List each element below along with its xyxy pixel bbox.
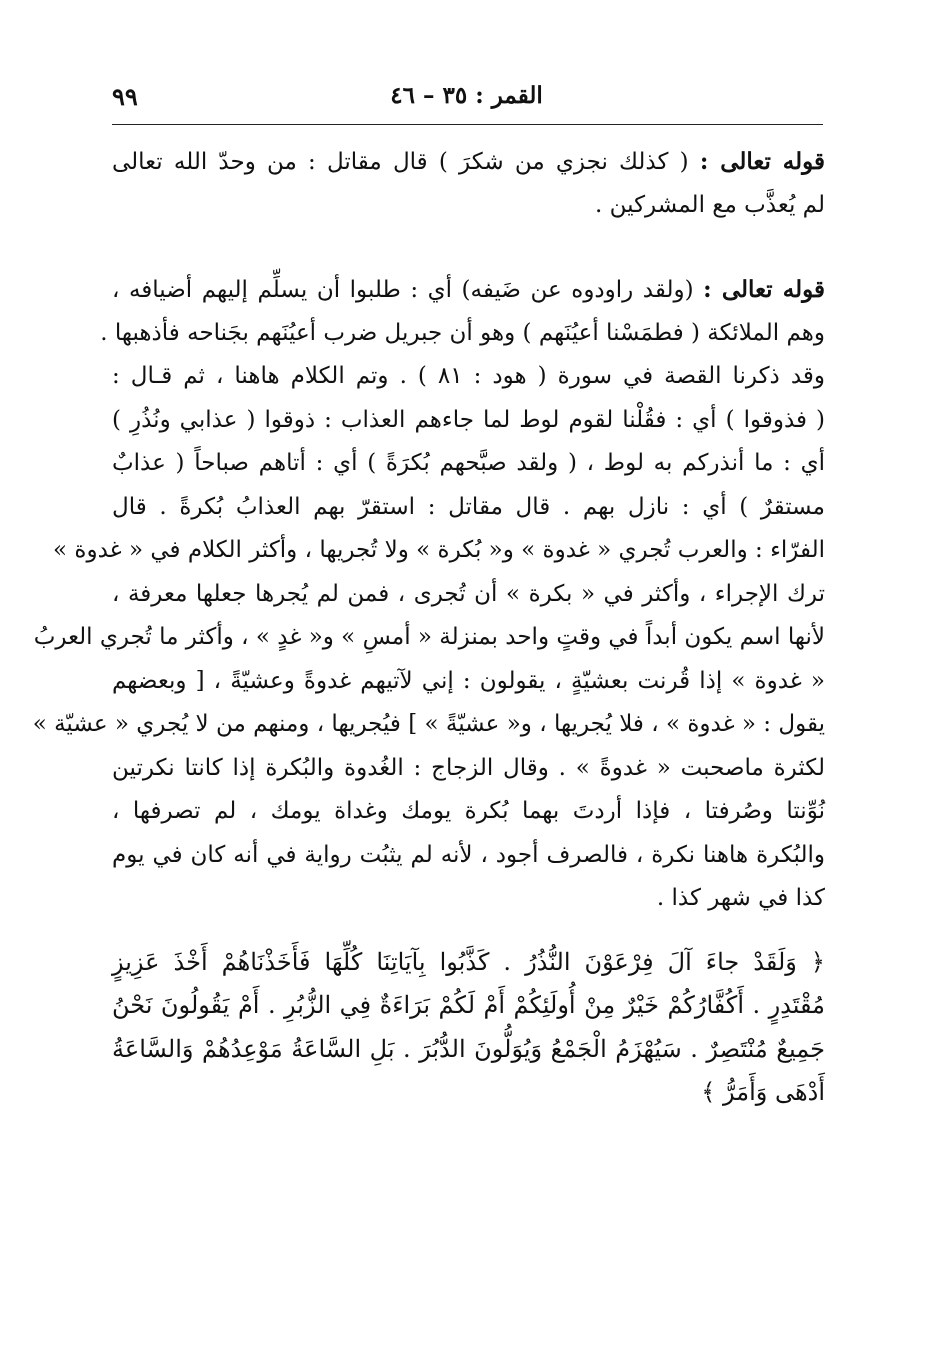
verse-line: أَدْهَى وَأَمَرُّ ﴾ [701,1078,825,1106]
text-line: ترك الإجراء ، وأكثر في « بكرة » أن تُجرى ، فمن لم يُجرها جعلها معرفة ، [112,580,825,607]
text-line: نُوِّنتا وصُرفتا ، فإذا أردتَ بهما بُكرة يومك وغداة يومك ، لم تصرفها ، [112,798,825,824]
page-header [112,82,821,122]
text-line: لكثرة ماصحبت « غدوةً » . وقال الزجاج : الغُدوة والبُكرة إذا كانتا نكرتين [112,754,825,781]
quran-verses [112,941,825,1115]
verse-line: مُقْتَدِرٍ . أَكُفَّارُكُمْ خَيْرٌ مِنْ أُولَئِكُمْ أَمْ لَكُمْ بَرَاءَةٌ فِي الزُّبُرِ . أَمْ يَقُولُونَ نَحْنُ [112,991,825,1019]
text-line: ( فذوقوا ) أي : فقُلْنا لقوم لوط لما جاءهم العذاب : ذوقوا ( عذابي ونُذُرِ ) [112,406,825,433]
main-text [32,140,826,1115]
text-line: وهم الملائكة ( فطمَسْنا أعيُنَهم ) وهو أن جبريل ضرب أعيُنَهم بجَناحه فأذهبها . [100,319,825,346]
verse-line: جَمِيعٌ مُنْتَصِرٌ . سَيُهْزَمُ الْجَمْعُ وَيُوَلُّونَ الدُّبُرَ . بَلِ السَّاعَةُ مَوْعِدُهُمْ وَالسَّاعَةُ [112,1034,825,1063]
text-line: لأنها اسم يكون أبداً في وقتٍ واحد بمنزلة « أمسِ » و« غدٍ » ، وأكثر ما تُجري العربُ [33,624,825,650]
text-line: « غدوة » إذا قُرنت بعشيّةٍ ، يقولون : إني لآتيهم غدوةً وعشيّةً ، [ وبعضهم [112,667,825,694]
paragraph-gap [112,227,825,268]
line-text: (ولقد راودوه عن ضَيفه) أي : طلبوا أن يسلِّم إليهم أضيافه ، [112,277,694,303]
text-line: كذا في شهر كذا . [656,885,825,911]
commentary-2 [32,268,826,921]
text-line: الفرّاء : والعرب تُجري « غدوة » و« بُكرة » ولا تُجريها ، وأكثر الكلام في « غدوة » [53,537,825,563]
page-number: ٩٩ [112,82,138,111]
text-line [112,140,825,184]
verse-line: ﴿ وَلَقَدْ جاءَ آلَ فِرْعَوْنَ النُّذُرُ . كَذَّبُوا بِآيَاتِنَا كُلِّهَا فَأَخَذْنَاهُمْ أَخْذَ عَزِيزٍ [112,947,825,976]
text-line: أي : ما أنذركم به لوط ، ( ولقد صبَّحهم بُكرَةً ) أي : أتاهم صباحاً ( عذابٌ [112,450,825,476]
verse-lead: قوله تعالى : [703,276,826,303]
line-text: ( كذلك نجزي من شكرَ ) قال مقاتل : من وحدّ الله تعالى [112,149,689,175]
text-line: مستقرٌ ) أي : نازل بهم . قال مقاتل : استقرّ بهم العذابُ بُكرةً . قال [112,493,825,520]
verse-lead: قوله تعالى : [699,148,825,175]
commentary-1 [112,140,825,227]
running-head: القمر : ٣٥ – ٤٦ [390,82,543,109]
text-line: يقول : « غدوة » ، فلا يُجريها ، و« عشيّةً » ] فيُجريها ، ومنهم من لا يُجري « عشيّة » [32,711,825,737]
text-line [112,268,825,312]
text-line: لم يُعذَّب مع المشركين . [595,191,825,218]
text-line: وقد ذكرنا القصة في سورة ( هود : ٨١ ) . وتم الكلام هاهنا ، ثم قـال : [112,363,825,389]
text-line: والبُكرة هاهنا نكرة ، فالصرف أجود ، لأنه لم يثبُت رواية في أنه كان في يوم [112,841,825,868]
paragraph-gap [112,921,825,941]
header-divider [112,124,823,125]
